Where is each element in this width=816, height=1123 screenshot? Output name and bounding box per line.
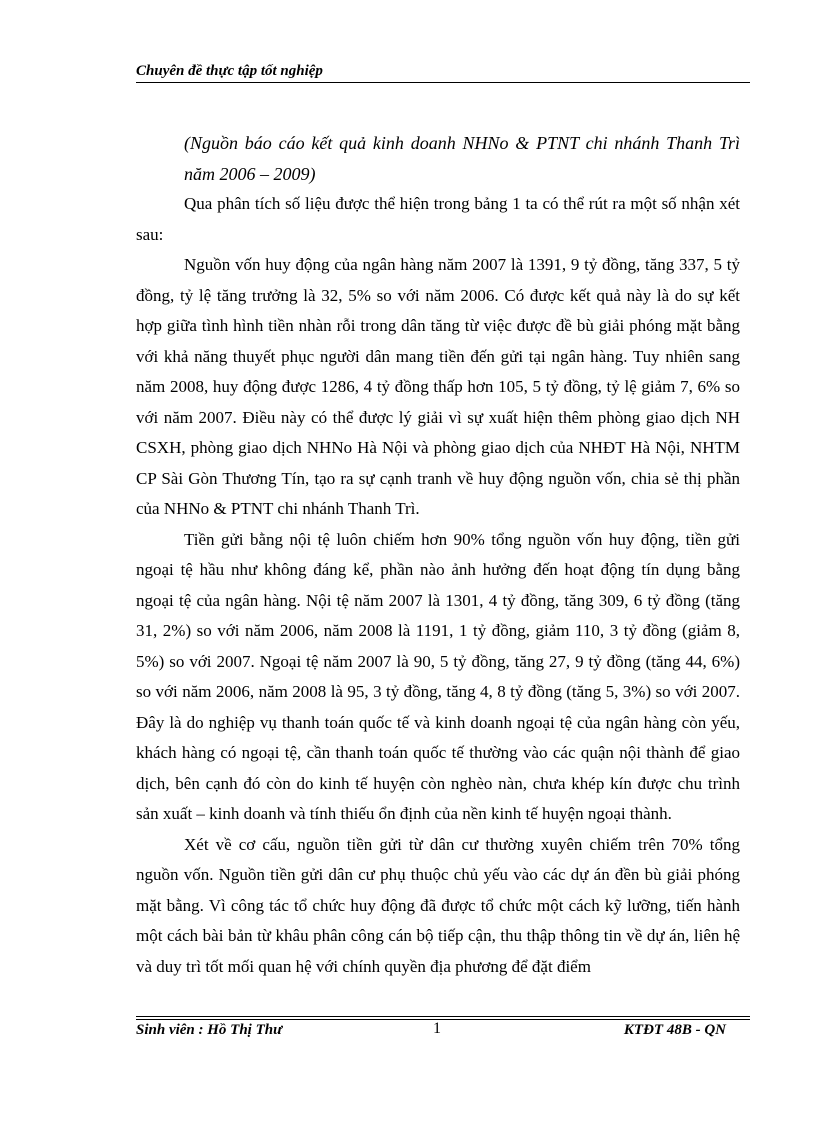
paragraph-3: Tiền gửi bằng nội tệ luôn chiếm hơn 90% tổng nguồn vốn huy động, tiền gửi ngoại tệ hầu như không đáng kể, phần nào ảnh hưởng đến hoạt động tín dụng bằng ngoại tệ của ngân hàng. Nội tệ năm 2007 là 1301, 4 tỷ đồng, tăng 309, 6 tỷ đồng (tăng 31, 2%) so với năm 2006, năm 2008 là 1191, 1 tỷ đồng, giảm 110, 3 tỷ đồng (giảm 8, 5%) so với 2007. Ngoại tệ năm 2007 là 90, 5 tỷ đồng, tăng 27, 9 tỷ đồng (tăng 44, 6%) so với năm 2006, năm 2008 là 95, 3 tỷ đồng, tăng 4, 8 tỷ đồng (tăng 5, 3%) so với 2007. Đây là do nghiệp vụ thanh toán quốc tế và kinh doanh ngoại tệ của ngân hàng còn yếu, khách hàng có ngoại tệ, cần thanh toán quốc tế thường vào các quận nội thành để giao dịch, bên cạnh đó còn do kinh tế huyện còn nghèo nàn, chưa khép kín được chu trình sản xuất – kinh doanh và tính thiếu ổn định của nền kinh tế huyện ngoại thành. — [136, 529, 740, 823]
paragraph-2: Nguồn vốn huy động của ngân hàng năm 2007 là 1391, 9 tỷ đồng, tăng 337, 5 tỷ đồng, tỷ lệ tăng trưởng là 32, 5% so với năm 2006. Có được kết quả này là do sự kết hợp giữa tình hình tiền nhàn rỗi trong dân tăng từ việc được đề bù giải phóng mặt bằng với khả năng thuyết phục người dân mang tiền đến gửi tại ngân hàng. Tuy nhiên sang năm 2008, huy động được 1286, 4 tỷ đồng thấp hơn 105, 5 tỷ đồng, tỷ lệ giảm 7, 6% so với năm 2007. Điều này có thể được lý giải vì sự xuất hiện thêm phòng giao dịch NH CSXH, phòng giao dịch NHNo Hà Nội và phòng giao dịch của NHĐT Hà Nội, NHTM CP Sài Gòn Thương Tín, tạo ra sự cạnh tranh về huy động nguồn vốn, chia sẻ thị phần của NHNo & PTNT chi nhánh Thanh Trì. — [136, 255, 740, 518]
page-number: 1 — [433, 1020, 441, 1037]
header-title: Chuyên đề thực tập tốt nghiệp — [136, 63, 323, 79]
paragraph-1: Qua phân tích số liệu được thể hiện trong bảng 1 ta có thể rút ra một số nhận xét sau: — [136, 194, 740, 244]
document-body — [136, 128, 740, 982]
paragraph-4: Xét về cơ cấu, nguồn tiền gửi từ dân cư thường xuyên chiếm trên 70% tổng nguồn vốn. Nguồn tiền gửi dân cư phụ thuộc chủ yếu vào các dự án đền bù giải phóng mặt bằng. Vì công tác tổ chức huy động đã được tổ chức một cách kỹ lưỡng, tiến hành một cách bài bản từ khâu phân công cán bộ tiếp cận, thu thập thông tin về dự án, liên hệ và duy trì tốt mối quan hệ với chính quyền địa phương để đặt điểm — [136, 834, 740, 976]
footer-class-code: KTĐT 48B - QN — [623, 1022, 726, 1038]
source-note: (Nguồn báo cáo kết quả kinh doanh NHNo & PTNT chi nhánh Thanh Trì năm 2006 – 2009) — [184, 133, 740, 184]
footer-rule — [136, 1016, 750, 1020]
footer-student: Sinh viên : Hồ Thị Thư — [136, 1022, 283, 1038]
page-footer — [136, 1022, 750, 1046]
header-rule — [136, 82, 750, 83]
page-header — [136, 60, 750, 83]
